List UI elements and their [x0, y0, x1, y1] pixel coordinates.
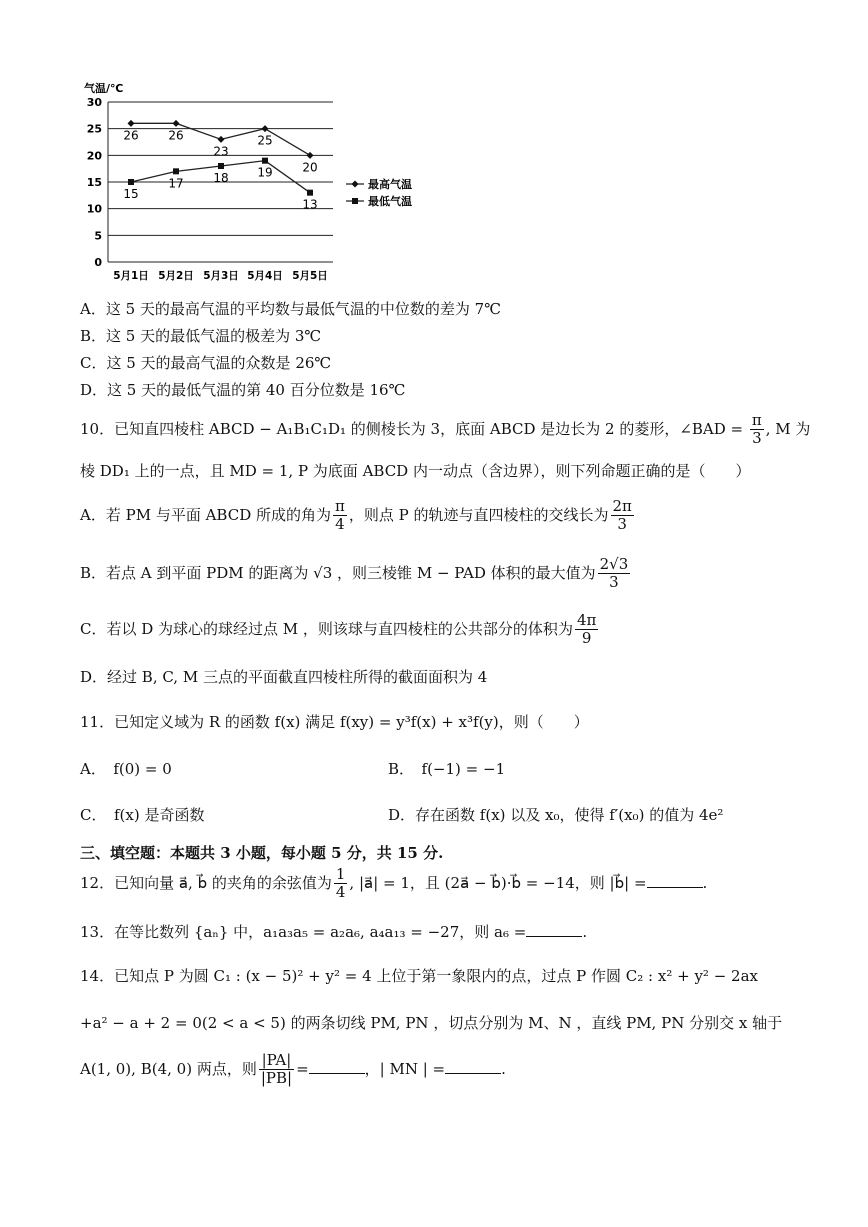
y-tick-label: 10	[86, 202, 102, 216]
data-point	[173, 120, 180, 127]
data-point	[307, 190, 313, 196]
q14-answer-blank-1[interactable]	[309, 1059, 365, 1074]
data-label: 13	[302, 197, 318, 212]
q12-answer-blank[interactable]	[647, 873, 703, 888]
q14-line1: 14．已知点 P 为圆 C₁ : (x − 5)² + y² = 4 上位于第一象限内的点，过点 P 作圆 C₂ : x² + y² − 2ax	[80, 967, 758, 985]
data-label: 25	[257, 133, 273, 148]
section-heading: 三、填空题：本题共 3 小题，每小题 5 分，共 15 分.	[80, 844, 444, 862]
data-label: 15	[123, 187, 139, 201]
q10-option-c: C．若以 D 为球心的球经过点 M ，则该球与直四棱柱的公共部分的体积为 $\frac{4\pi}{9}$	[80, 611, 597, 648]
data-point	[128, 179, 134, 185]
legend-label: 最高气温	[368, 178, 412, 191]
y-tick-label: 5	[94, 229, 102, 243]
q10-option-b: B．若点 A 到平面 PDM 的距离为 √3 ，则三棱锥 M − PAD 体积的最大值为 $\frac{2√3}{3}$	[80, 555, 629, 592]
data-point	[262, 125, 269, 132]
q9-option-d: D．这 5 天的最低气温的第 40 百分位数是 16℃	[80, 381, 406, 399]
q10-line2: 棱 DD₁ 上的一点，且 MD = 1, P 为底面 ABCD 内一动点（含边界），则下列命题正确的是（ ）	[80, 462, 751, 480]
q11-option-b: B． f(−1) = −1	[388, 760, 506, 778]
q13: 13．在等比数列 {aₙ} 中，a₁a₃a₅ = a₂a₆, a₄a₁₃ = −27，则 a₆ = .	[80, 923, 588, 941]
data-point	[218, 136, 225, 143]
q14-line2: +a² − a + 2 = 0(2 < a < 5) 的两条切线 PM, PN ，切点分别为 M、N ，直线 PM, PN 分别交 x 轴于	[80, 1014, 783, 1032]
y-tick-label: 0	[94, 256, 102, 269]
y-tick-label: 20	[86, 149, 102, 163]
data-point	[173, 168, 179, 174]
q10-text: 10．已知直四棱柱 ABCD − A₁B₁C₁D₁ 的侧棱长为 3，底面 ABCD 是边长为 2 的菱形，∠BAD =	[80, 419, 748, 438]
data-point	[307, 152, 314, 159]
q12: 12．已知向量 a⃗, b⃗ 的夹角的余弦值为 $\frac{1}{4}$ , |a⃗| = 1，且 (2a⃗ − b⃗)·b⃗ = −14，则 |b⃗| = .	[80, 865, 708, 902]
data-point	[128, 120, 135, 127]
q11-option-a: A． f(0) = 0	[80, 760, 172, 778]
q14-answer-blank-2[interactable]	[445, 1059, 501, 1074]
q9-option-a: A．这 5 天的最高气温的平均数与最低气温的中位数的差为 7℃	[80, 300, 502, 318]
y-tick-label: 25	[86, 122, 102, 136]
y-tick-label: 30	[86, 96, 102, 109]
x-tick-label: 5月4日	[247, 270, 283, 282]
legend-marker	[352, 198, 358, 204]
x-tick-label: 5月5日	[292, 270, 328, 282]
q14-line3: A(1, 0), B(4, 0) 两点，则 $\frac{|PA|}{|PB|}$ = ，| MN | = .	[80, 1051, 506, 1088]
data-label: 26	[168, 128, 184, 143]
x-tick-label: 5月3日	[203, 270, 239, 282]
data-point	[218, 163, 224, 169]
chart-ylabel: 气温/℃	[84, 82, 124, 95]
y-tick-label: 15	[86, 176, 102, 189]
data-point	[262, 158, 268, 164]
legend-marker	[352, 181, 359, 188]
q11-option-c: C． f(x) 是奇函数	[80, 806, 205, 824]
q9-option-b: B．这 5 天的最低气温的极差为 3℃	[80, 327, 322, 345]
q11-option-d: D．存在函数 f(x) 以及 x₀，使得 f′(x₀) 的值为 4e²	[388, 806, 724, 824]
data-label: 20	[302, 160, 318, 175]
q10-line1: 10．已知直四棱柱 ABCD − A₁B₁C₁D₁ 的侧棱长为 3，底面 ABCD 是边长为 2 的菱形，∠BAD = $\frac{\pi}{3}$ , M 为	[80, 411, 811, 448]
data-label: 18	[213, 171, 229, 185]
legend-label: 最低气温	[368, 195, 412, 208]
x-tick-label: 5月2日	[158, 270, 194, 282]
temperature-chart	[78, 78, 438, 293]
q10-option-d: D．经过 B, C, M 三点的平面截直四棱柱所得的截面面积为 4	[80, 668, 488, 686]
q10-option-a: A．若 PM 与平面 ABCD 所成的角为 $\frac{\pi}{4}$ ，则点 P 的轨迹与直四棱柱的交线长为 $\frac{2\pi}{3}$	[80, 497, 632, 534]
q13-answer-blank[interactable]	[526, 922, 582, 937]
q11-stem: 11．已知定义域为 R 的函数 f(x) 满足 f(xy) = y³f(x) + x³f(y)，则（ ）	[80, 713, 589, 731]
q9-option-c: C．这 5 天的最高气温的众数是 26℃	[80, 354, 332, 372]
q10-angle-fraction: $\frac{\pi}{3}$	[751, 411, 762, 448]
data-label: 17	[168, 176, 184, 191]
x-tick-label: 5月1日	[113, 270, 149, 282]
data-label: 23	[213, 144, 229, 159]
data-label: 26	[123, 128, 139, 143]
data-label: 19	[257, 165, 273, 180]
